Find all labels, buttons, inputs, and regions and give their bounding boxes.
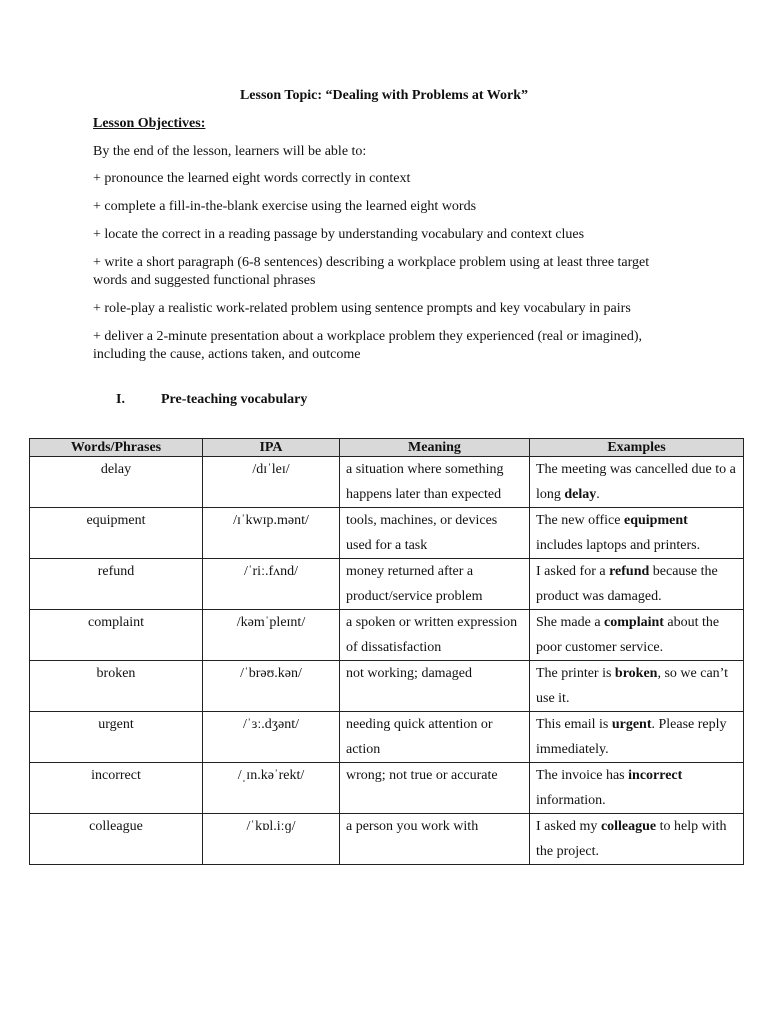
example-text: , so we can’t use it. bbox=[536, 666, 728, 706]
ipa-cell: /dɪˈleɪ/ bbox=[203, 457, 340, 508]
table-row bbox=[30, 610, 744, 661]
ipa-cell: /ˈkɒl.iːɡ/ bbox=[203, 814, 340, 865]
example-keyword: urgent bbox=[611, 717, 652, 732]
vocabulary-table bbox=[29, 438, 744, 865]
example-text: I asked for a bbox=[536, 564, 610, 579]
example-keyword: colleague bbox=[600, 819, 657, 834]
example-cell bbox=[530, 457, 744, 508]
example-cell bbox=[530, 712, 744, 763]
example-cell bbox=[530, 661, 744, 712]
example-text: She made a bbox=[536, 615, 605, 630]
example-cell bbox=[530, 559, 744, 610]
objective-item: + locate the correct in a reading passage by understanding vocabulary and context clues bbox=[93, 227, 585, 242]
meaning-cell: a situation where something happens later than expected bbox=[340, 457, 530, 508]
objective-item: + role-play a realistic work-related problem using sentence prompts and key vocabulary in pairs bbox=[93, 301, 631, 316]
example-text: The printer is bbox=[536, 666, 615, 681]
example-keyword: broken bbox=[614, 666, 658, 681]
example-keyword: incorrect bbox=[628, 768, 683, 783]
column-header-meaning: Meaning bbox=[340, 439, 530, 457]
word-cell: equipment bbox=[30, 508, 203, 559]
example-text: to help with the project. bbox=[536, 819, 727, 859]
objectives-intro: By the end of the lesson, learners will be able to: bbox=[93, 144, 367, 159]
table-header-row bbox=[30, 439, 744, 457]
example-text: The invoice has bbox=[536, 768, 629, 783]
objective-item: + pronounce the learned eight words correctly in context bbox=[93, 171, 411, 186]
example-cell bbox=[530, 610, 744, 661]
example-text: information. bbox=[536, 793, 606, 808]
example-keyword: complaint bbox=[604, 615, 664, 630]
example-text: includes laptops and printers. bbox=[536, 538, 701, 553]
example-keyword: equipment bbox=[623, 513, 688, 528]
ipa-cell: /ɪˈkwɪp.mənt/ bbox=[203, 508, 340, 559]
example-text: I asked my bbox=[536, 819, 601, 834]
example-cell bbox=[530, 814, 744, 865]
example-text: This email is bbox=[536, 717, 612, 732]
column-header-ipa: IPA bbox=[203, 439, 340, 457]
section-heading bbox=[116, 392, 307, 408]
word-cell: urgent bbox=[30, 712, 203, 763]
column-header-words: Words/Phrases bbox=[30, 439, 203, 457]
table-row bbox=[30, 661, 744, 712]
meaning-cell: a spoken or written expression of dissatisfaction bbox=[340, 610, 530, 661]
table-row bbox=[30, 559, 744, 610]
objectives-heading: Lesson Objectives: bbox=[93, 116, 206, 131]
word-cell: incorrect bbox=[30, 763, 203, 814]
ipa-cell: /kəmˈpleɪnt/ bbox=[203, 610, 340, 661]
word-cell: delay bbox=[30, 457, 203, 508]
section-title: Pre-teaching vocabulary bbox=[161, 392, 308, 407]
ipa-cell: /ˈriː.fʌnd/ bbox=[203, 559, 340, 610]
meaning-cell: a person you work with bbox=[340, 814, 530, 865]
ipa-cell: /ˈɜː.dʒənt/ bbox=[203, 712, 340, 763]
table-row bbox=[30, 508, 744, 559]
objective-item: + complete a fill-in-the-blank exercise using the learned eight words bbox=[93, 199, 477, 214]
column-header-examples: Examples bbox=[530, 439, 744, 457]
example-keyword: delay bbox=[564, 487, 597, 502]
word-cell: broken bbox=[30, 661, 203, 712]
example-cell bbox=[530, 763, 744, 814]
page-title: Lesson Topic: “Dealing with Problems at Work” bbox=[239, 88, 529, 103]
example-text: The new office bbox=[536, 513, 624, 528]
section-number: I. bbox=[116, 392, 125, 407]
table-row bbox=[30, 763, 744, 814]
example-text: . Please reply immediately. bbox=[536, 717, 727, 757]
ipa-cell: /ˌɪn.kəˈrekt/ bbox=[203, 763, 340, 814]
meaning-cell: wrong; not true or accurate bbox=[340, 763, 530, 814]
example-keyword: refund bbox=[609, 564, 650, 579]
word-cell: complaint bbox=[30, 610, 203, 661]
objectives-list bbox=[93, 170, 683, 374]
meaning-cell: needing quick attention or action bbox=[340, 712, 530, 763]
example-text: about the poor customer service. bbox=[536, 615, 720, 655]
ipa-cell: /ˈbrəʊ.kən/ bbox=[203, 661, 340, 712]
example-text: because the product was damaged. bbox=[536, 564, 718, 604]
objective-item: + deliver a 2-minute presentation about a workplace problem they experienced (real or imagined), including the cause, actions taken, and outcome bbox=[93, 329, 643, 362]
word-cell: refund bbox=[30, 559, 203, 610]
meaning-cell: not working; damaged bbox=[340, 661, 530, 712]
table-row bbox=[30, 457, 744, 508]
word-cell: colleague bbox=[30, 814, 203, 865]
objective-item: + write a short paragraph (6-8 sentences) describing a workplace problem using at least three target words and suggested functional phrases bbox=[93, 255, 650, 288]
example-text: The meeting was cancelled due to a long bbox=[536, 462, 736, 502]
example-text: . bbox=[596, 487, 600, 502]
example-cell bbox=[530, 508, 744, 559]
meaning-cell: money returned after a product/service problem bbox=[340, 559, 530, 610]
meaning-cell: tools, machines, or devices used for a task bbox=[340, 508, 530, 559]
table-row bbox=[30, 712, 744, 763]
table-row bbox=[30, 814, 744, 865]
